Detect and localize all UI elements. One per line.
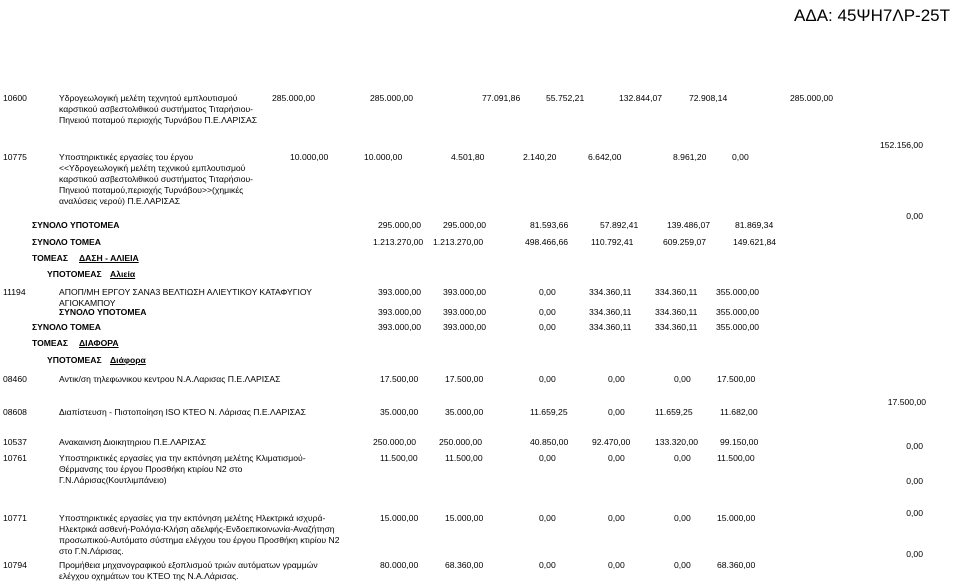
side-total: 0,00 <box>906 476 923 486</box>
page-header <box>0 0 960 36</box>
cell-value: 0,00 <box>608 513 625 523</box>
cell-value: 2.140,20 <box>523 152 557 162</box>
cell-value: 0,00 <box>674 453 691 463</box>
row-description: Υποστηρικτικές εργασίες του έργου <<Υδρογεωλογική μελέτη τεχνικού εμπλουτισμού καρστικού ασβεστολιθικού συστήματος Τιταρήσιου-Πηνειού ποταμού,περιοχής Τυρνάβου>>(χημικές αναλύσεις νερού) Π.Ε.ΛΑΡΙΣΑΣ <box>59 152 254 206</box>
cell-value: 393.000,00 <box>378 307 422 317</box>
row-code: 10771 <box>3 513 27 523</box>
cell-value: 72.908,14 <box>689 93 728 103</box>
cell-value: 0,00 <box>674 513 691 523</box>
cell-value: 68.360,00 <box>717 560 756 570</box>
side-total: 0,00 <box>906 508 923 518</box>
row-code: 11194 <box>3 287 26 297</box>
row-code: 08608 <box>3 407 27 417</box>
cell-value: 11.659,25 <box>530 407 568 417</box>
cell-value: 0,00 <box>539 513 556 523</box>
cell-value: 133.320,00 <box>655 437 699 447</box>
cell-value: 498.466,66 <box>525 237 569 247</box>
cell-value: 355.000,00 <box>716 307 760 317</box>
cell-value: 334.360,11 <box>589 322 632 332</box>
cell-value: 6.642,00 <box>588 152 622 162</box>
cell-value: 15.000,00 <box>717 513 756 523</box>
cell-value: 11.682,00 <box>720 407 758 417</box>
cell-value: 10.000,00 <box>364 152 403 162</box>
subtotal-label: ΣΥΝΟΛΟ ΥΠΟΤΟΜΕΑ <box>32 220 120 230</box>
row-description: Προμήθεια μηχανογραφικού εξοπλισμού τριών αυτόματων γραμμών ελέγχου οχημάτων του ΚΤΕΟ της Ν.Α.Λάρισας. <box>59 560 318 581</box>
cell-value: 0,00 <box>732 152 749 162</box>
cell-value: 355.000,00 <box>716 322 760 332</box>
cell-value: 92.470,00 <box>592 437 631 447</box>
cell-value: 250.000,00 <box>373 437 417 447</box>
row-description: Αντικ/ση τηλεφωνικου κεντρου Ν.Α.Λαρισας Π.Ε.ΛΑΡΙΣΑΣ <box>59 374 281 384</box>
cell-value: 68.360,00 <box>445 560 484 570</box>
side-total: 17.500,00 <box>887 397 926 407</box>
cell-value: 81.869,34 <box>735 220 774 230</box>
cell-value: 55.752,21 <box>546 93 585 103</box>
cell-value: 110.792,41 <box>591 237 634 247</box>
cell-value: 285.000,00 <box>272 93 316 103</box>
cell-value: 0,00 <box>608 407 625 417</box>
cell-value: 99.150,00 <box>720 437 759 447</box>
cell-value: 393.000,00 <box>443 322 487 332</box>
total-label: ΣΥΝΟΛΟ ΤΟΜΕΑ <box>32 322 101 332</box>
cell-value: 609.259,07 <box>663 237 707 247</box>
cell-value: 35.000,00 <box>445 407 484 417</box>
cell-value: 0,00 <box>674 374 691 384</box>
cell-value: 80.000,00 <box>380 560 419 570</box>
cell-value: 334.360,11 <box>655 307 698 317</box>
cell-value: 4.501,80 <box>451 152 485 162</box>
cell-value: 132.844,07 <box>619 93 663 103</box>
cell-value: 355.000,00 <box>716 287 760 297</box>
cell-value: 8.961,20 <box>673 152 707 162</box>
cell-value: 0,00 <box>539 322 556 332</box>
sector-name: ΔΙΑΦΟΡΑ <box>79 338 119 348</box>
cell-value: 11.500,00 <box>445 453 483 463</box>
cell-value: 0,00 <box>608 374 625 384</box>
cell-value: 0,00 <box>608 453 625 463</box>
row-code: 08460 <box>3 374 27 384</box>
cell-value: 149.621,84 <box>733 237 777 247</box>
cell-value: 334.360,11 <box>655 287 698 297</box>
row-code: 10775 <box>3 152 27 162</box>
cell-value: 15.000,00 <box>445 513 484 523</box>
cell-value: 139.486,07 <box>667 220 711 230</box>
cell-value: 393.000,00 <box>443 287 487 297</box>
cell-value: 250.000,00 <box>439 437 483 447</box>
cell-value: 17.500,00 <box>380 374 419 384</box>
sector-label: ΤΟΜΕΑΣ <box>32 338 69 348</box>
cell-value: 393.000,00 <box>443 307 487 317</box>
row-description: ΑΠΟΠ/ΜΗ ΕΡΓΟΥ ΣΑΝΑ3 ΒΕΛΤΙΩΣΗ ΑΛΙΕΥΤΙΚΟΥ ΚΑΤΑΦΥΓΙΟΥ ΑΓΙΟΚΑΜΠΟΥ <box>59 287 312 308</box>
cell-value: 17.500,00 <box>445 374 484 384</box>
row-description: Υποστηρικτικές εργασίες για την εκπόνηση μελέτης Κλιματισμού-Θέρμανσης του έργου Προσθήκη κτιρίου Ν2 στο Γ.Ν.Λάρισας(Κουτλιμπάνειο) <box>59 453 306 485</box>
side-total: 152.156,00 <box>879 140 923 150</box>
row-description: Υποστηρικτικές εργασίες για την εκπόνηση μελέτης Ηλεκτρικά ισχυρά-Ηλεκτρικά ασθενή-Ρολόγια-Κλήση αδελφής-Ενδοεπικοινωνία-Αναζήτηση προσωπικού-Αυτόματο σύστημα ελέγχου του έργου Προσθήκη κτιρίου Ν2 στο Γ.Ν.Λάρισας. <box>59 513 340 556</box>
row-code: 10537 <box>3 437 27 447</box>
cell-value: 15.000,00 <box>380 513 419 523</box>
cell-value: 77.091,86 <box>482 93 521 103</box>
subtotal-label: ΣΥΝΟΛΟ ΥΠΟΤΟΜΕΑ <box>59 307 147 317</box>
cell-value: 81.593,66 <box>530 220 569 230</box>
ada-code: ΑΔΑ: 45ΨΗ7ΛΡ-25Τ <box>794 6 950 25</box>
cell-value: 334.360,11 <box>589 287 632 297</box>
cell-value: 0,00 <box>674 560 691 570</box>
side-total: 0,00 <box>906 211 923 221</box>
subsector-label: ΥΠΟΤΟΜΕΑΣ <box>47 269 102 279</box>
cell-value: 295.000,00 <box>378 220 422 230</box>
cell-value: 334.360,11 <box>655 322 698 332</box>
cell-value: 0,00 <box>539 307 556 317</box>
cell-value: 17.500,00 <box>717 374 756 384</box>
subsector-name: Διάφορα <box>110 355 146 365</box>
cell-value: 11.500,00 <box>380 453 418 463</box>
cell-value: 295.000,00 <box>443 220 487 230</box>
side-total: 0,00 <box>906 549 923 559</box>
cell-value: 393.000,00 <box>378 322 422 332</box>
cell-value: 393.000,00 <box>378 287 422 297</box>
cell-value: 0,00 <box>539 560 556 570</box>
row-code: 10761 <box>3 453 27 463</box>
cell-value: 35.000,00 <box>380 407 419 417</box>
cell-value: 0,00 <box>539 287 556 297</box>
total-label: ΣΥΝΟΛΟ ΤΟΜΕΑ <box>32 237 101 247</box>
cell-value: 0,00 <box>539 453 556 463</box>
sector-label: ΤΟΜΕΑΣ <box>32 253 69 263</box>
sector-name: ΔΑΣΗ - ΑΛΙΕΙΑ <box>79 253 139 263</box>
cell-value: 1.213.270,00 <box>433 237 484 247</box>
cell-value: 0,00 <box>608 560 625 570</box>
row-description: Ανακαινιση Διοικητηριου Π.Ε.ΛΑΡΙΣΑΣ <box>59 437 207 447</box>
cell-value: 0,00 <box>539 374 556 384</box>
row-code: 10794 <box>3 560 27 570</box>
side-total: 0,00 <box>906 441 923 451</box>
row-code: 10600 <box>3 93 27 103</box>
cell-value: 40.850,00 <box>530 437 569 447</box>
cell-value: 11.659,25 <box>655 407 693 417</box>
row-description: Υδρογεωλογική μελέτη τεχνητού εμπλουτισμού καρστικού ασβεστολιθικού συστήματος Τιταρήσιου-Πηνειού ποταμού περιοχής Τυρνάβου Π.Ε.ΛΑΡΙΣΑΣ <box>59 93 258 125</box>
subsector-name: Αλιεία <box>110 269 136 279</box>
cell-value: 285.000,00 <box>370 93 414 103</box>
cell-value: 1.213.270,00 <box>373 237 424 247</box>
cell-value: 57.892,41 <box>600 220 639 230</box>
cell-value: 10.000,00 <box>290 152 329 162</box>
cell-value: 11.500,00 <box>717 453 755 463</box>
subsector-label: ΥΠΟΤΟΜΕΑΣ <box>47 355 102 365</box>
row-description: Διαπίστευση - Πιστοποίηση ISO ΚΤΕΟ Ν. Λάρισας Π.Ε.ΛΑΡΙΣΑΣ <box>59 407 306 417</box>
cell-value: 334.360,11 <box>589 307 632 317</box>
cell-value: 285.000,00 <box>790 93 834 103</box>
